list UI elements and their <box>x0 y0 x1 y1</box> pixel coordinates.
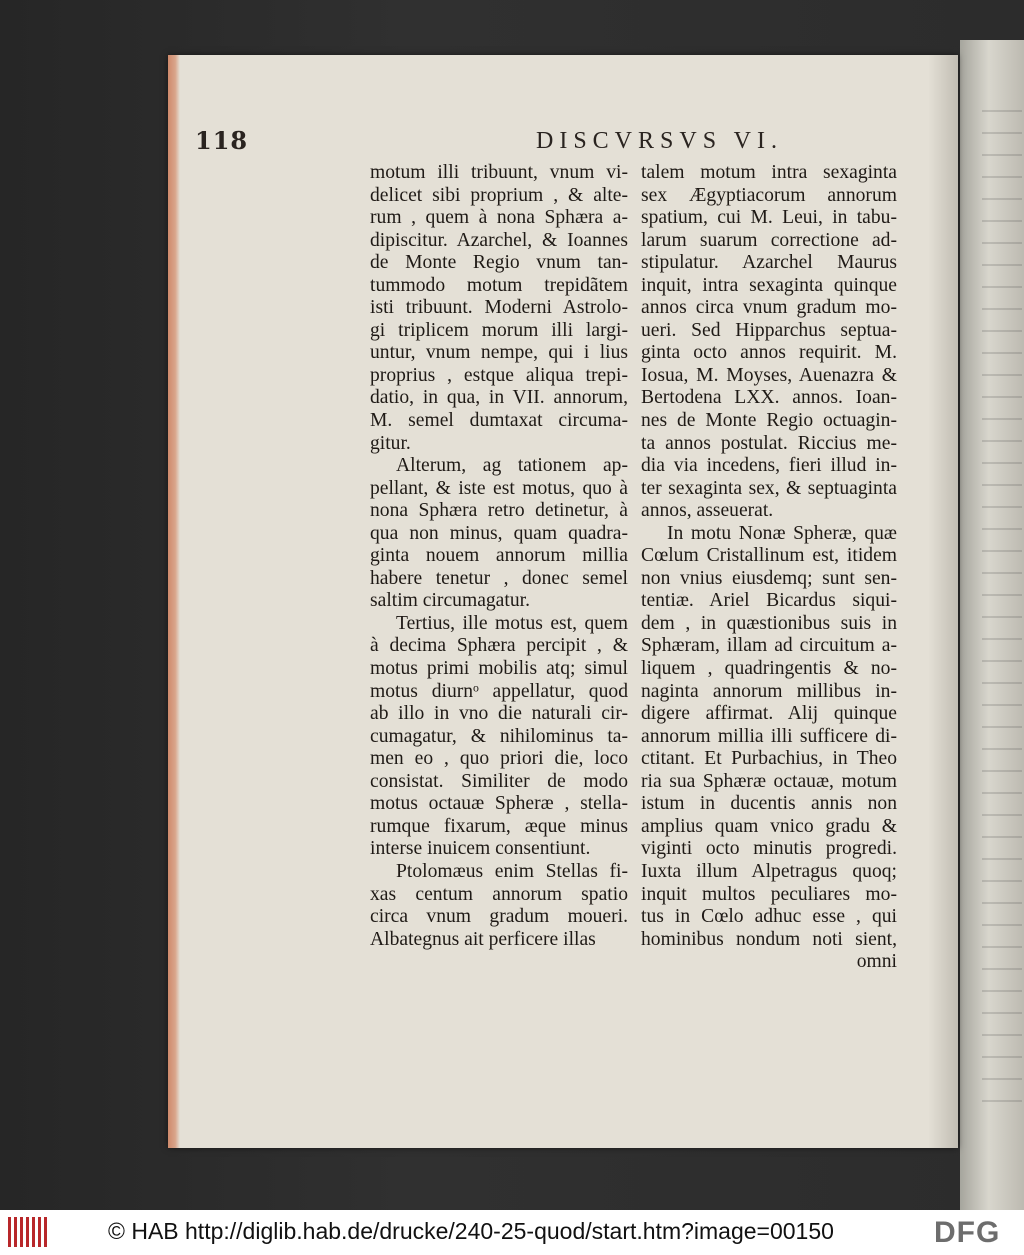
text-column-right <box>641 162 897 974</box>
text-line: In motu Nonæ Spheræ, quæ <box>667 522 897 544</box>
text-line: de Monte Regio vnum tan- <box>370 252 628 274</box>
text-line: inquit, intra sexaginta quinque <box>641 274 897 296</box>
text-line: proprius , estque aliqua trepi- <box>370 364 628 386</box>
footer-bar <box>0 1210 1024 1255</box>
text-line: rum , quem à nona Sphæra a- <box>370 207 628 229</box>
text-line: annos, asseuerat. <box>641 500 774 522</box>
text-line: ria sua Sphæræ octauæ, motum <box>641 770 897 792</box>
running-head: DISCVRSVS VI. <box>536 128 783 154</box>
facing-page-edge <box>960 40 1024 1210</box>
text-line: motus octauæ Spheræ , stella- <box>370 793 628 815</box>
text-line: hominibus nondum noti sient, <box>641 928 897 950</box>
facing-page-ghost-text <box>982 110 1022 1110</box>
text-line: ter sexaginta sex, & septuaginta <box>641 477 897 499</box>
text-line: saltim circumagatur. <box>370 590 530 612</box>
hab-barcode-logo-icon[interactable] <box>8 1217 48 1247</box>
text-line: Ptolomæus enim Stellas fi- <box>396 860 628 882</box>
text-line: Iuxta illum Alpetragus quoq; <box>641 860 897 882</box>
text-line: tentiæ. Ariel Bicardus siqui- <box>641 590 897 612</box>
text-line: rumque fixarum, æque minus <box>370 815 628 837</box>
text-line: omni <box>856 951 897 973</box>
text-line: gitur. <box>370 432 411 454</box>
text-line: motus diurnᵒ appellatur, quod <box>370 680 628 702</box>
text-line: Cœlum Cristallinum est, itidem <box>641 545 897 567</box>
text-line: stipulatur. Azarchel Maurus <box>641 252 897 274</box>
text-line: Alterum, ag tationem ap- <box>396 455 628 477</box>
text-line: ueri. Sed Hipparchus septua- <box>641 319 897 341</box>
text-line: qua non minus, quam quadra- <box>370 522 628 544</box>
text-line: datio, in qua, in VII. annorum, <box>370 387 628 409</box>
text-line: motus primi mobilis atq; simul <box>370 658 628 680</box>
text-column-left <box>370 162 628 951</box>
text-line: ginta octo annos requirit. M. <box>641 342 897 364</box>
text-line: untur, vnum nempe, qui i lius <box>370 342 628 364</box>
text-line: inquit multos peculiares mo- <box>641 883 897 905</box>
text-line: Albategnus ait perficere illas <box>370 928 596 950</box>
text-line: viginti octo minutis progredi. <box>641 838 897 860</box>
text-line: habere tenetur , donec semel <box>370 567 628 589</box>
text-line: dia via incedens, fieri illud in- <box>641 455 897 477</box>
text-line: Sphæram, illam ad circuitum a- <box>641 635 897 657</box>
text-line: motum illi tribuunt, vnum vi- <box>370 162 628 183</box>
copyright-url[interactable]: © HAB http://diglib.hab.de/drucke/240-25-quod/start.htm?image=00150 <box>108 1218 834 1244</box>
text-line: dipiscitur. Azarchel, & Ioannes <box>370 229 628 251</box>
text-line: larum suarum correctione ad- <box>641 229 897 251</box>
text-line: nona Sphæra retro detinetur, à <box>370 500 628 522</box>
text-line: delicet sibi proprium , & alte- <box>370 184 628 206</box>
text-line: ta annos postulat. Riccius me- <box>641 432 897 454</box>
text-line: isti tribuunt. Moderni Astrolo- <box>370 297 628 319</box>
text-line: à decima Sphæra percipit , & <box>370 635 628 657</box>
text-line: Tertius, ille motus est, quem <box>396 612 628 634</box>
text-line: ginta nouem annorum millia <box>370 545 628 567</box>
text-line: Bertodena LXX. annos. Ioan- <box>641 387 897 409</box>
text-line: annorum millia illi sufficere di- <box>641 725 897 747</box>
text-line: dem , in quæstionibus suis in <box>641 612 897 634</box>
text-line: pellant, & iste est motus, quo à <box>370 477 628 499</box>
text-line: nes de Monte Regio octuagin- <box>641 410 897 432</box>
text-line: tummodo motum trepidãtem <box>370 274 628 296</box>
text-line: istum in ducentis annis non <box>641 793 897 815</box>
text-line: talem motum intra sexaginta <box>641 162 897 183</box>
text-line: sex Ægyptiacorum annorum <box>641 184 897 206</box>
text-line: annos circa vnum gradum mo- <box>641 297 897 319</box>
text-line: ab illo in vno die naturali cir- <box>370 703 628 725</box>
text-line: M. semel dumtaxat circuma- <box>370 410 628 432</box>
text-line: ctitant. Et Purbachius, in Theo <box>641 748 897 770</box>
text-line: gi triplicem morum illi largi- <box>370 319 628 341</box>
text-line: tus in Cœlo adhuc esse , qui <box>641 906 897 928</box>
text-line: Iosua, M. Moyses, Auenazra & <box>641 364 897 386</box>
text-line: amplius quam vnico gradu & <box>641 815 897 837</box>
text-line: non vnius eiusdemq; sunt sen- <box>641 567 897 589</box>
page-number: 118 <box>195 126 249 155</box>
text-line: liquem , quadringentis & no- <box>641 658 897 680</box>
text-line: cumagatur, & nihilominus ta- <box>370 725 628 747</box>
text-line: men eo , quo priori die, loco <box>370 748 628 770</box>
text-line: xas centum annorum spatio <box>370 883 628 905</box>
text-line: spatium, cui M. Leui, in tabu- <box>641 207 897 229</box>
text-line: circa vnum gradum moueri. <box>370 906 628 928</box>
text-line: digere affirmat. Alij quinque <box>641 703 897 725</box>
text-line: consistat. Similiter de modo <box>370 770 628 792</box>
text-line: naginta annorum millibus in- <box>641 680 897 702</box>
dfg-logo[interactable]: DFG <box>934 1216 1001 1249</box>
text-line: interse inuicem consentiunt. <box>370 838 591 860</box>
